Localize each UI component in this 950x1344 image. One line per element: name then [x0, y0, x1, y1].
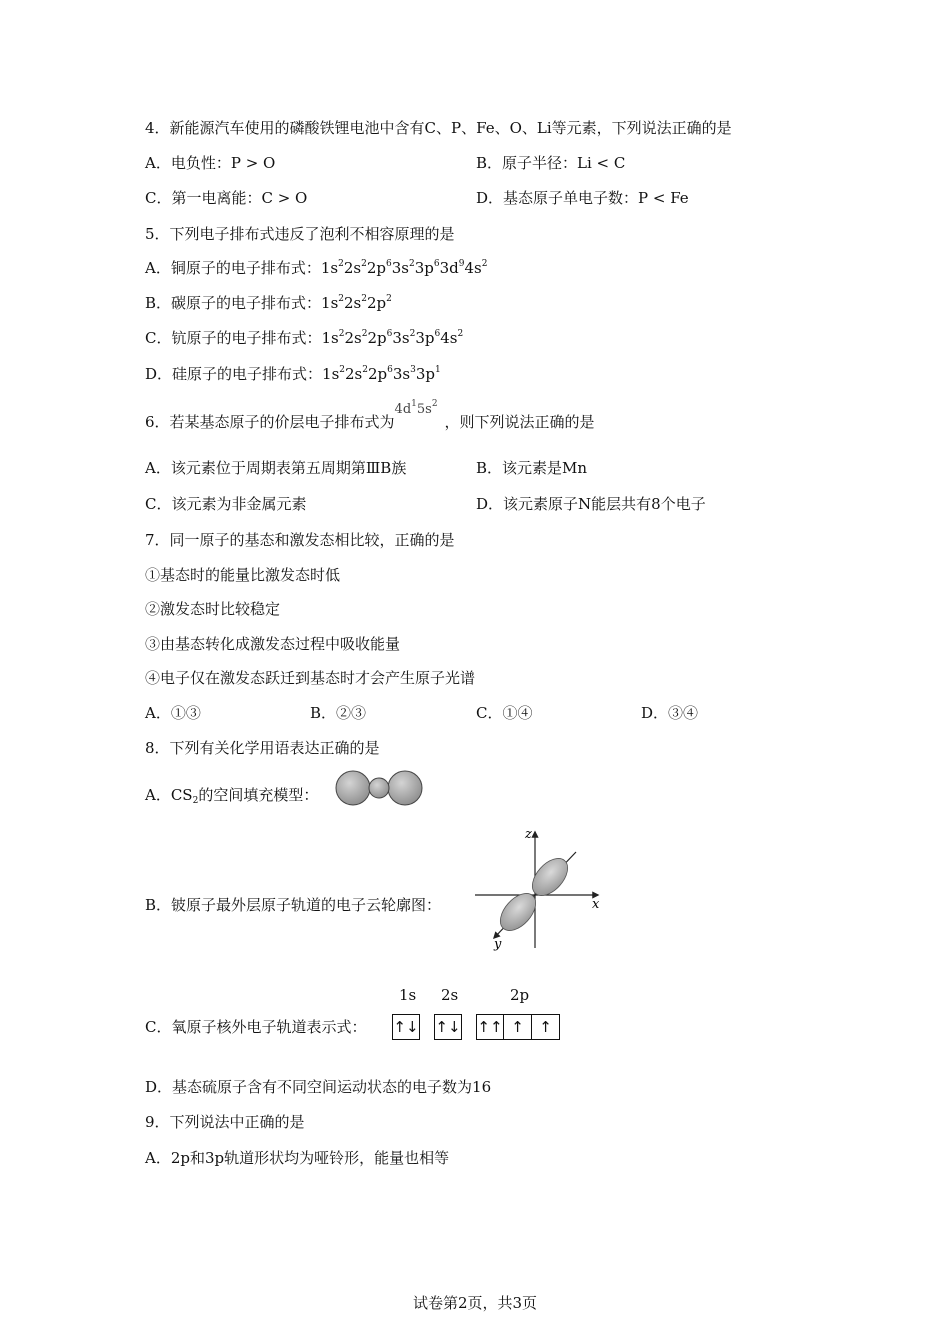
q7-option-c: C．①④	[476, 704, 533, 722]
q6-option-c: C．该元素为非金属元素	[145, 495, 307, 513]
oxygen-orbital-diagram	[392, 986, 582, 1046]
q9-stem: 9．下列说法中正确的是	[145, 1113, 305, 1131]
orbital-1s-label: 1s	[399, 986, 417, 1004]
p-orbital-diagram	[470, 826, 610, 951]
q6-option-a: A．该元素位于周期表第五周期第ⅢB族	[145, 459, 407, 477]
orbital-2p-label: 2p	[510, 986, 530, 1004]
q7-statement-4: ④电子仅在激发态跃迁到基态时才会产生原子光谱	[145, 669, 476, 687]
q6-option-b: B．该元素是Mn	[476, 459, 588, 477]
cs2-space-filling-model	[332, 768, 428, 808]
orbital-2p-box-3: ↑	[532, 1014, 560, 1040]
axis-y-label: y	[494, 937, 502, 951]
orbital-2s-box: ↑↓	[434, 1014, 462, 1040]
orbital-2p-box-2: ↑	[504, 1014, 532, 1040]
q7-statement-1: ①基态时的能量比激发态时低	[145, 566, 341, 584]
q5-option-a: A．铜原子的电子排布式：$1s^22s^22p^63s^23p^63d^94s^2$	[145, 259, 488, 277]
orbital-2s-label: 2s	[441, 986, 459, 1004]
page-footer: 试卷第2页，共3页	[412, 1294, 538, 1312]
axis-x-label: x	[592, 897, 600, 912]
q7-stem: 7．同一原子的基态和激发态相比较，正确的是	[145, 531, 455, 549]
q8-option-c: C．氧原子核外电子轨道表示式：	[145, 1018, 367, 1036]
q7-option-a: A．①③	[145, 704, 201, 722]
q8-option-b: B．铍原子最外层原子轨道的电子云轮廓图：	[145, 896, 442, 914]
q5-option-d: D．硅原子的电子排布式：$1s^22s^22p^63s^33p^1$	[145, 365, 441, 383]
q4-option-d: D．基态原子单电子数：P < Fe	[476, 189, 689, 207]
q8-option-d: D．基态硫原子含有不同空间运动状态的电子数为16	[145, 1078, 492, 1096]
q6-option-d: D．该元素原子N能层共有8个电子	[476, 495, 706, 513]
q8-stem: 8．下列有关化学用语表达正确的是	[145, 739, 380, 757]
q4-stem: 4．新能源汽车使用的磷酸铁锂电池中含有C、P、Fe、O、Li等元素，下列说法正确的是	[145, 119, 732, 137]
q5-stem: 5．下列电子排布式违反了泡利不相容原理的是	[145, 225, 455, 243]
q4-option-a: A．电负性：P > O	[145, 154, 276, 172]
q5-option-b: B．碳原子的电子排布式：$1s^22s^22p^2$	[145, 294, 392, 312]
q7-option-d: D．③④	[641, 704, 699, 722]
q7-statement-2: ②激发态时比较稳定	[145, 600, 281, 618]
orbital-1s-box: ↑↓	[392, 1014, 420, 1040]
q9-option-a: A．2p和3p轨道形状均为哑铃形，能量也相等	[145, 1149, 450, 1167]
orbital-2p-boxes	[476, 1014, 560, 1040]
q4-option-c: C．第一电离能：C > O	[145, 189, 308, 207]
orbital-2p-box-1: ↑↑	[476, 1014, 504, 1040]
q7-option-b: B．②③	[310, 704, 367, 722]
q6-config: $4d^15s^2$	[394, 399, 438, 417]
q7-statement-3: ③由基态转化成激发态过程中吸收能量	[145, 635, 401, 653]
q6-stem: 6．若某基态原子的价层电子排布式为$4d^15s^2$，则下列说法正确的是	[145, 399, 595, 431]
axis-z-label: z	[525, 827, 532, 842]
q8-option-a: A．$CS_2$的空间填充模型：	[145, 786, 319, 806]
q5-option-c: C．钪原子的电子排布式：$1s^22s^22p^63s^23p^64s^2$	[145, 329, 464, 347]
q4-option-b: B．原子半径：Li < C	[476, 154, 626, 172]
